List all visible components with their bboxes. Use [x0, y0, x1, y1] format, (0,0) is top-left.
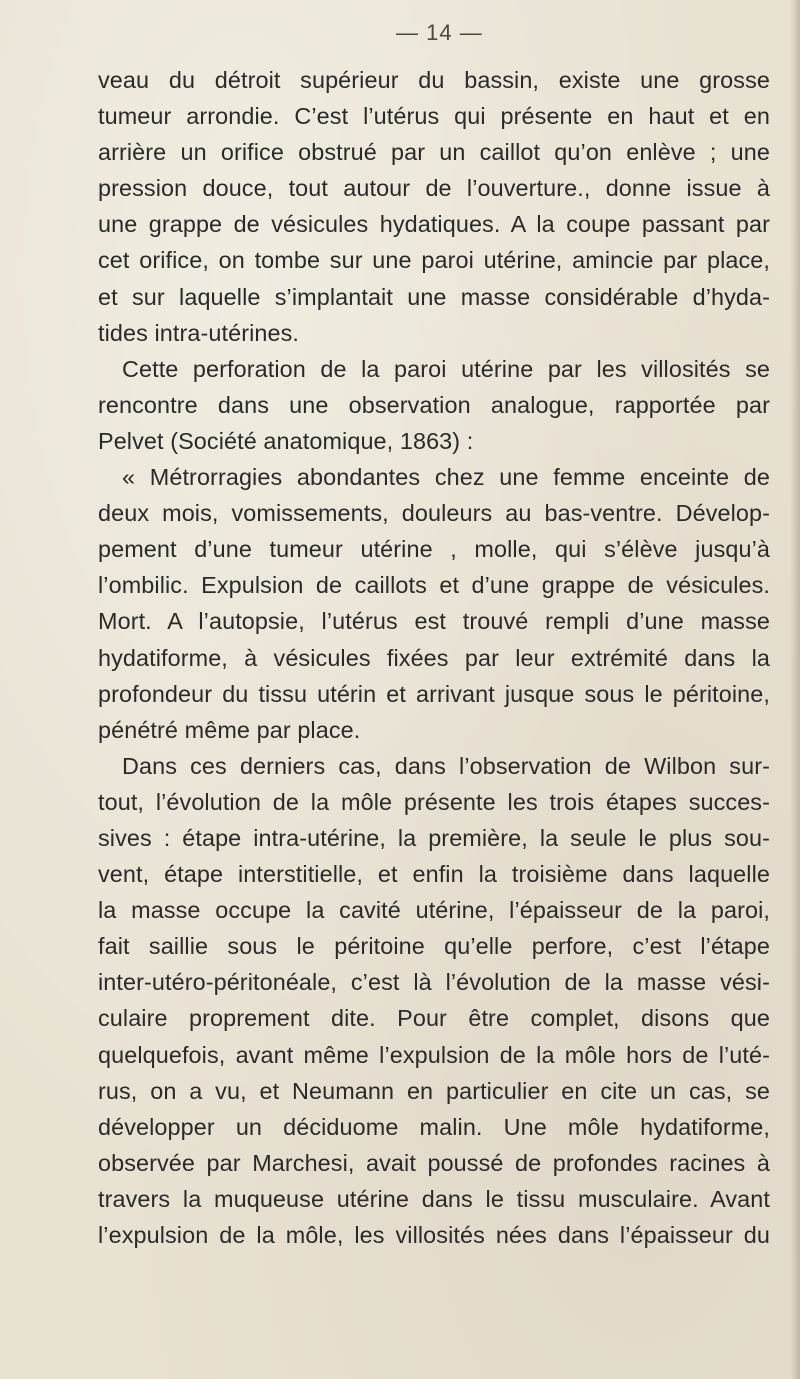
text-line: quelquefois, avant même l’expulsion de la môle hors de l’uté- [98, 1041, 770, 1068]
text-line: profondeur du tissu utérin et arrivant jusque sous le péritoine, [98, 680, 770, 707]
text-line: travers la muqueuse utérine dans le tissu musculaire. Avant [98, 1185, 770, 1212]
text-line: culaire proprement dite. Pour être complet, disons que [98, 1005, 770, 1032]
text-line: sives : étape intra-utérine, la première, la seule le plus sou- [98, 824, 770, 851]
text-line: arrière un orifice obstrué par un caillot qu’on enlève ; une [98, 139, 770, 166]
text-line: cet orifice, on tombe sur une paroi utérine, amincie par place, [98, 247, 770, 274]
text-line: Dans ces derniers cas, dans l’observation de Wilbon sur- [122, 752, 770, 779]
text-line: deux mois, vomissements, douleurs au bas-ventre. Dévelop- [98, 500, 770, 527]
text-line: rus, on a vu, et Neumann en particulier en cite un cas, se [98, 1077, 770, 1104]
text-line: Mort. A l’autopsie, l’utérus est trouvé rempli d’une masse [98, 608, 770, 635]
text-line: pénétré même par place. [98, 716, 361, 743]
body-text [98, 62, 770, 1253]
text-line: pression douce, tout autour de l’ouverture., donne issue à [98, 175, 770, 202]
text-line: la masse occupe la cavité utérine, l’épaisseur de la paroi, [98, 897, 770, 924]
page-number: — 14 — [396, 20, 483, 45]
text-line: fait saillie sous le péritoine qu’elle perfore, c’est l’étape [98, 933, 770, 960]
text-line: Pelvet (Société anatomique, 1863) : [98, 427, 474, 454]
text-line: tides intra-utérines. [98, 319, 300, 346]
text-line: hydatiforme, à vésicules fixées par leur extrémité dans la [98, 644, 770, 671]
text-line: rencontre dans une observation analogue, rapportée par [98, 391, 770, 418]
text-line: une grappe de vésicules hydatiques. A la coupe passant par [98, 211, 770, 238]
page-edge-shadow [790, 0, 800, 1379]
text-line: inter-utéro-péritonéale, c’est là l’évolution de la masse vési- [98, 969, 770, 996]
text-line: l’expulsion de la môle, les villosités nées dans l’épaisseur du [98, 1222, 770, 1248]
text-line: l’ombilic. Expulsion de caillots et d’une grappe de vésicules. [98, 572, 770, 599]
text-line: Cette perforation de la paroi utérine par les villosités se [122, 355, 770, 382]
text-line: pement d’une tumeur utérine , molle, qui s’élève jusqu’à [98, 536, 770, 563]
text-line: et sur laquelle s’implantait une masse considérable d’hyda- [98, 283, 770, 310]
text-line: tout, l’évolution de la môle présente les trois étapes succes- [98, 788, 770, 815]
text-line: « Métrorragies abondantes chez une femme enceinte de [122, 464, 770, 491]
text-line: veau du détroit supérieur du bassin, existe une grosse [98, 67, 770, 93]
text-line: développer un déciduome malin. Une môle hydatiforme, [98, 1113, 770, 1140]
text-line: vent, étape interstitielle, et enfin la troisième dans laquelle [98, 861, 770, 888]
text-line: tumeur arrondie. C’est l’utérus qui présente en haut et en [98, 103, 770, 130]
text-line: observée par Marchesi, avait poussé de profondes racines à [98, 1149, 770, 1176]
